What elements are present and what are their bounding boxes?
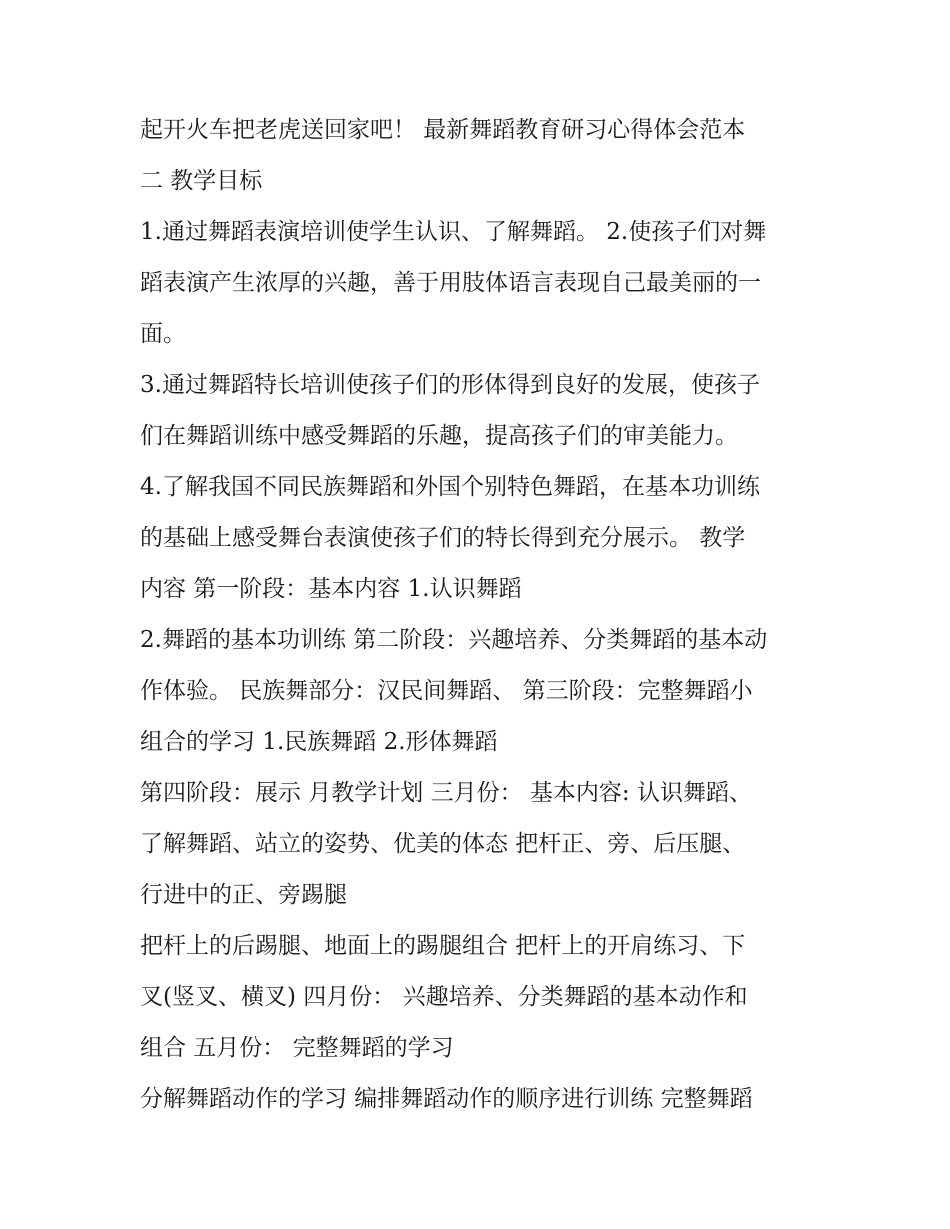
- text-line: 分解舞蹈动作的学习 编排舞蹈动作的顺序进行训练 完整舞蹈: [140, 1086, 753, 1112]
- text-line: 3.通过舞蹈特长培训使孩子们的形体得到良好的发展，使孩子: [140, 372, 760, 398]
- text-line: 组合 五月份： 完整舞蹈的学习: [140, 1035, 454, 1061]
- text-line: 1.通过舞蹈表演培训使学生认识、了解舞蹈。 2.使孩子们对舞: [140, 219, 767, 245]
- text-line: 第四阶段：展示 月教学计划 三月份： 基本内容: 认识舞蹈、: [140, 780, 752, 806]
- document-body: [140, 105, 820, 1125]
- text-line: 行进中的正、旁踢腿: [140, 882, 347, 908]
- text-line: 内容 第一阶段：基本内容 1.认识舞蹈: [140, 576, 522, 602]
- text-line: 了解舞蹈、站立的姿势、优美的体态 把杆正、旁、后压腿、: [140, 831, 746, 857]
- text-line: 蹈表演产生浓厚的兴趣，善于用肢体语言表现自己最美丽的一: [140, 270, 761, 296]
- text-line: 2.舞蹈的基本功训练 第二阶段：兴趣培养、分类舞蹈的基本动: [140, 627, 768, 653]
- text-line: 起开火车把老虎送回家吧！ 最新舞蹈教育研习心得体会范本: [140, 117, 746, 143]
- text-line: 面。: [140, 321, 186, 347]
- text-line: 组合的学习 1.民族舞蹈 2.形体舞蹈: [140, 729, 498, 755]
- text-line: 把杆上的后踢腿、地面上的踢腿组合 把杆上的开肩练习、下: [140, 933, 746, 959]
- text-line: 二 教学目标: [140, 168, 263, 194]
- text-line: 的基础上感受舞台表演使孩子们的特长得到充分展示。 教学: [140, 525, 746, 551]
- text-line: 作体验。 民族舞部分：汉民间舞蹈、 第三阶段：完整舞蹈小: [140, 678, 753, 704]
- text-line: 4.了解我国不同民族舞蹈和外国个别特色舞蹈，在基本功训练: [140, 474, 760, 500]
- text-line: 叉(竖叉、横叉) 四月份： 兴趣培养、分类舞蹈的基本动作和: [140, 984, 748, 1010]
- text-line: 们在舞蹈训练中感受舞蹈的乐趣，提高孩子们的审美能力。: [140, 423, 738, 449]
